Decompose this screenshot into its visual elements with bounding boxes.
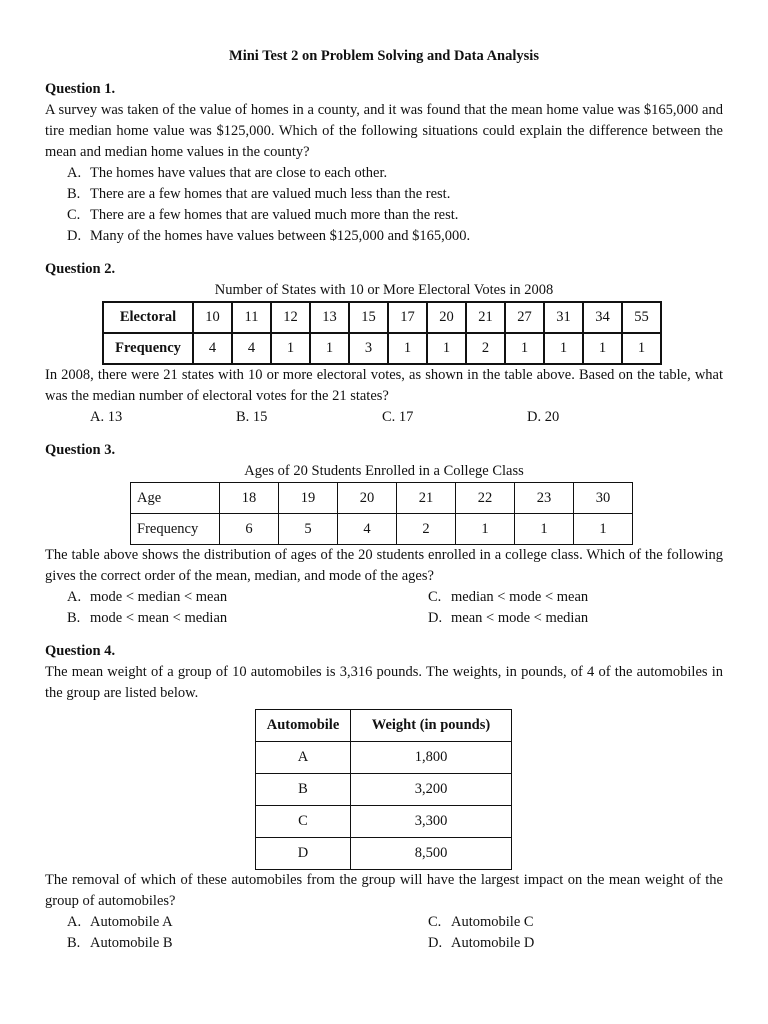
table-cell: 1 — [505, 333, 544, 364]
table-cell: 1 — [427, 333, 466, 364]
table-cell: 23 — [515, 483, 574, 514]
option-letter: C. — [67, 207, 81, 223]
option-b — [67, 184, 723, 205]
table-cell: A — [256, 742, 351, 774]
column-header: Automobile — [256, 710, 351, 742]
option-c: C. 17 — [382, 409, 414, 425]
table-caption: Number of States with 10 or More Electoral Votes in 2008 — [214, 282, 554, 298]
question-heading: Question 4. — [45, 643, 116, 659]
table-cell: 19 — [279, 483, 338, 514]
option-letter: C. — [428, 914, 442, 930]
page-title: Mini Test 2 on Problem Solving and Data Analysis — [229, 48, 539, 64]
table-row — [256, 774, 512, 806]
table-cell: 10 — [193, 302, 232, 333]
table-cell: 8,500 — [351, 838, 512, 870]
table-cell: D — [256, 838, 351, 870]
table-row — [256, 838, 512, 870]
option-d: D. 20 — [527, 409, 560, 425]
question-3 — [45, 440, 723, 629]
option-a: A. 13 — [90, 409, 123, 425]
answer-options — [90, 407, 723, 428]
table-row — [256, 806, 512, 838]
table-cell: 1 — [310, 333, 349, 364]
table-cell: 1 — [515, 514, 574, 545]
table-cell: 4 — [193, 333, 232, 364]
option-text: Automobile C — [451, 914, 534, 930]
option-text: Many of the homes have values between $125,000 and $165,000. — [90, 228, 471, 244]
question-heading: Question 2. — [45, 261, 116, 277]
table-cell: 30 — [574, 483, 633, 514]
question-1 — [45, 79, 723, 247]
automobile-weights-table — [255, 709, 512, 870]
table-cell: 17 — [388, 302, 427, 333]
table-row — [103, 302, 661, 333]
option-text: mode < mean < median — [90, 610, 228, 626]
option-d — [428, 933, 534, 954]
question-4 — [45, 641, 723, 954]
option-a — [67, 587, 406, 608]
table-cell: 22 — [456, 483, 515, 514]
option-a — [67, 163, 723, 184]
option-text: There are a few homes that are valued much less than the rest. — [90, 186, 451, 202]
row-header: Age — [131, 483, 220, 514]
answer-options — [45, 163, 723, 247]
row-header: Frequency — [131, 514, 220, 545]
table-cell: 11 — [232, 302, 271, 333]
table-cell: 1 — [456, 514, 515, 545]
table-cell: 1 — [388, 333, 427, 364]
option-letter: A. — [67, 589, 82, 605]
table-row — [103, 333, 661, 364]
option-letter: D. — [428, 610, 443, 626]
table-cell: 4 — [338, 514, 397, 545]
option-b — [67, 608, 406, 629]
table-cell: 1 — [544, 333, 583, 364]
table-cell: 13 — [310, 302, 349, 333]
table-cell: 21 — [397, 483, 456, 514]
option-letter: A. — [67, 165, 82, 181]
table-cell: 4 — [232, 333, 271, 364]
row-header: Frequency — [103, 333, 193, 364]
option-a — [67, 912, 406, 933]
table-header-row — [256, 710, 512, 742]
worksheet-page — [45, 46, 723, 954]
table-cell: 31 — [544, 302, 583, 333]
option-text: mean < mode < median — [451, 610, 589, 626]
question-heading: Question 1. — [45, 81, 116, 97]
table-cell: 3 — [349, 333, 388, 364]
table-cell: 1 — [574, 514, 633, 545]
table-cell: 3,300 — [351, 806, 512, 838]
table-cell: 20 — [338, 483, 397, 514]
table-cell: 1 — [583, 333, 622, 364]
option-text: There are a few homes that are valued much more than the rest. — [90, 207, 459, 223]
option-b: B. 15 — [236, 409, 268, 425]
table-cell: C — [256, 806, 351, 838]
question-text: The mean weight of a group of 10 automobiles is 3,316 pounds. The weights, in pounds, of 4 of the automobiles in the group are listed below. — [45, 664, 723, 701]
option-text: The homes have values that are close to each other. — [90, 165, 388, 181]
option-b — [67, 933, 406, 954]
option-text: Automobile B — [90, 935, 173, 951]
table-cell: 27 — [505, 302, 544, 333]
answer-options — [45, 912, 723, 954]
table-cell: 1 — [271, 333, 310, 364]
option-letter: D. — [67, 228, 82, 244]
table-cell: 55 — [622, 302, 661, 333]
option-letter: B. — [67, 935, 81, 951]
table-cell: 5 — [279, 514, 338, 545]
table-cell: 6 — [220, 514, 279, 545]
table-cell: 34 — [583, 302, 622, 333]
table-cell: 20 — [427, 302, 466, 333]
option-text: Automobile A — [90, 914, 173, 930]
table-cell: 1 — [622, 333, 661, 364]
question-text: In 2008, there were 21 states with 10 or more electoral votes, as shown in the table above. Based on the table, what was the median number of electoral votes for the 21 states? — [45, 367, 723, 404]
answer-options — [45, 587, 723, 629]
question-2 — [45, 259, 723, 428]
option-text: mode < median < mean — [90, 589, 228, 605]
option-text: median < mode < mean — [451, 589, 589, 605]
table-row — [131, 514, 633, 545]
table-row — [256, 742, 512, 774]
table-cell: 18 — [220, 483, 279, 514]
question-text: A survey was taken of the value of homes in a county, and it was found that the mean home value was $165,000 and tire median home value was $125,000. Which of the following situations could explain the difference between the mean and median home values in the county? — [45, 102, 723, 160]
column-header: Weight (in pounds) — [351, 710, 512, 742]
option-text: Automobile D — [451, 935, 535, 951]
option-letter: B. — [67, 186, 81, 202]
electoral-votes-table — [102, 301, 662, 365]
option-d — [428, 608, 588, 629]
table-cell: 2 — [397, 514, 456, 545]
table-cell: 21 — [466, 302, 505, 333]
option-letter: D. — [428, 935, 443, 951]
table-cell: 2 — [466, 333, 505, 364]
option-letter: C. — [428, 589, 442, 605]
ages-table — [130, 482, 633, 545]
row-header: Electoral — [103, 302, 193, 333]
question-heading: Question 3. — [45, 442, 116, 458]
question-text: The table above shows the distribution of ages of the 20 students enrolled in a college class. Which of the following gives the correct order of the mean, median, and mode of the ages? — [45, 547, 723, 584]
table-cell: 15 — [349, 302, 388, 333]
table-caption: Ages of 20 Students Enrolled in a College Class — [244, 463, 524, 479]
option-letter: A. — [67, 914, 82, 930]
option-d — [67, 226, 723, 247]
table-cell: 1,800 — [351, 742, 512, 774]
question-text: The removal of which of these automobiles from the group will have the largest impact on the mean weight of the group of automobiles? — [45, 872, 723, 909]
table-cell: 12 — [271, 302, 310, 333]
table-cell: B — [256, 774, 351, 806]
option-c — [67, 205, 723, 226]
option-c — [428, 912, 534, 933]
table-row — [131, 483, 633, 514]
table-cell: 3,200 — [351, 774, 512, 806]
option-c — [428, 587, 588, 608]
option-letter: B. — [67, 610, 81, 626]
